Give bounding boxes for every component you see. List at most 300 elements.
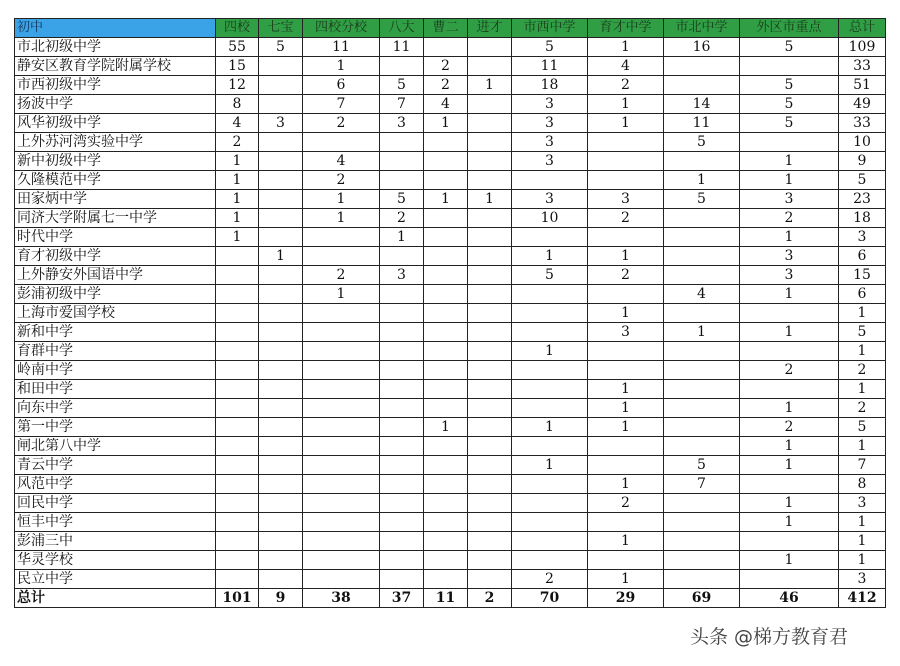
table-cell: 4 [664,285,740,304]
school-name: 彭浦三中 [15,532,216,551]
table-cell [424,152,468,171]
table-cell [664,437,740,456]
school-name: 静安区教育学院附属学校 [15,57,216,76]
table-cell: 1 [839,532,886,551]
table-cell [303,551,380,570]
table-cell: 2 [303,171,380,190]
table-cell: 2 [512,570,588,589]
table-cell [259,418,303,437]
table-cell [664,380,740,399]
table-cell: 1 [740,399,839,418]
table-cell: 5 [839,418,886,437]
table-cell [468,551,512,570]
table-cell [380,570,424,589]
column-header: 外区市重点 [740,19,839,38]
table-cell: 51 [839,76,886,95]
table-cell [216,437,259,456]
table-cell: 4 [424,95,468,114]
table-row [15,266,886,285]
table-cell: 2 [424,57,468,76]
table-cell: 11 [380,38,424,57]
table-cell: 7 [380,95,424,114]
table-cell [424,38,468,57]
table-cell: 2 [839,399,886,418]
column-header: 初中 [15,19,216,38]
header-row [15,19,886,38]
table-cell: 1 [259,247,303,266]
table-cell: 38 [303,589,380,608]
school-name: 岭南中学 [15,361,216,380]
table-cell [664,247,740,266]
table-cell: 1 [468,190,512,209]
school-name: 风范中学 [15,475,216,494]
table-cell: 3 [259,114,303,133]
table-cell: 1 [664,171,740,190]
table-cell: 2 [588,266,664,285]
table-cell: 11 [512,57,588,76]
table-cell: 37 [380,589,424,608]
table-cell: 46 [740,589,839,608]
column-header: 市北中学 [664,19,740,38]
table-row [15,437,886,456]
table-cell: 5 [380,190,424,209]
table-cell [259,190,303,209]
table-cell: 5 [380,76,424,95]
table-cell: 2 [303,266,380,285]
table-cell: 9 [839,152,886,171]
column-header: 总计 [839,19,886,38]
table-cell: 2 [740,418,839,437]
table-cell [216,304,259,323]
table-cell: 29 [588,589,664,608]
table-cell: 1 [588,418,664,437]
school-name: 恒丰中学 [15,513,216,532]
table-cell [303,399,380,418]
column-header: 曹二 [424,19,468,38]
school-name: 新中初级中学 [15,152,216,171]
table-cell: 1 [380,228,424,247]
table-row [15,209,886,228]
table-cell [468,95,512,114]
table-row [15,323,886,342]
table-cell [512,228,588,247]
table-cell: 1 [216,190,259,209]
table-cell [468,57,512,76]
table-cell [216,570,259,589]
table-cell [259,171,303,190]
table-cell [259,437,303,456]
table-cell [468,494,512,513]
table-cell [216,361,259,380]
table-cell: 3 [588,190,664,209]
table-cell [588,152,664,171]
table-cell: 7 [303,95,380,114]
table-cell [216,342,259,361]
table-cell [740,57,839,76]
table-cell [468,475,512,494]
table-cell [740,570,839,589]
table-cell [424,323,468,342]
school-name: 市西初级中学 [15,76,216,95]
table-cell [424,304,468,323]
table-cell [216,513,259,532]
table-cell: 1 [512,342,588,361]
table-cell: 1 [424,190,468,209]
table-cell: 70 [512,589,588,608]
table-cell [468,247,512,266]
table-cell [216,266,259,285]
table-cell: 4 [588,57,664,76]
table-cell: 18 [839,209,886,228]
table-cell [468,285,512,304]
table-cell: 3 [740,266,839,285]
school-name: 市北初级中学 [15,38,216,57]
table-cell [512,361,588,380]
table-cell [303,475,380,494]
table-cell [664,361,740,380]
table-cell: 1 [839,437,886,456]
total-row [15,589,886,608]
watermark: 头条 @梯方教育君 [690,626,849,648]
table-cell: 1 [740,228,839,247]
school-name: 新和中学 [15,323,216,342]
table-cell [512,513,588,532]
table-cell [216,380,259,399]
column-header: 八大 [380,19,424,38]
table-cell [259,304,303,323]
table-row [15,247,886,266]
table-cell: 11 [303,38,380,57]
table-cell: 9 [259,589,303,608]
table-cell [740,133,839,152]
table-cell: 1 [740,285,839,304]
table-cell: 5 [740,38,839,57]
table-cell: 1 [303,190,380,209]
school-name: 田家炳中学 [15,190,216,209]
table-cell [468,437,512,456]
school-name: 华灵学校 [15,551,216,570]
table-cell [303,342,380,361]
table-cell: 1 [588,399,664,418]
table-cell [424,171,468,190]
table-cell: 15 [216,57,259,76]
table-cell: 1 [740,171,839,190]
table-cell [512,494,588,513]
table-cell [512,437,588,456]
table-cell [380,437,424,456]
table-cell [664,551,740,570]
table-cell: 1 [740,494,839,513]
table-row [15,228,886,247]
table-cell: 2 [740,209,839,228]
school-name: 时代中学 [15,228,216,247]
table-cell [512,285,588,304]
table-cell [588,171,664,190]
table-cell: 3 [839,494,886,513]
table-cell: 6 [839,285,886,304]
table-cell [424,456,468,475]
table-cell [468,133,512,152]
table-row [15,285,886,304]
table-cell [380,304,424,323]
school-name: 上海市爱国学校 [15,304,216,323]
table-cell: 5 [740,114,839,133]
table-cell: 7 [839,456,886,475]
table-cell [468,304,512,323]
table-cell [588,361,664,380]
table-cell [380,456,424,475]
table-cell: 2 [424,76,468,95]
table-cell: 1 [740,152,839,171]
table-cell [664,76,740,95]
school-name: 上外静安外国语中学 [15,266,216,285]
table-cell: 23 [839,190,886,209]
table-cell [259,570,303,589]
school-name: 久隆模范中学 [15,171,216,190]
table-cell: 1 [588,304,664,323]
table-cell: 5 [512,266,588,285]
table-cell [512,399,588,418]
table-cell [424,361,468,380]
table-cell: 1 [740,456,839,475]
table-cell [468,513,512,532]
table-cell: 55 [216,38,259,57]
table-cell: 2 [380,209,424,228]
table-cell [588,133,664,152]
table-cell: 1 [740,437,839,456]
table-cell [303,323,380,342]
table-cell: 1 [588,570,664,589]
table-cell [259,380,303,399]
table-cell [216,399,259,418]
table-cell: 1 [588,247,664,266]
column-header: 进才 [468,19,512,38]
school-name: 总计 [15,589,216,608]
table-cell [424,494,468,513]
table-row [15,532,886,551]
table-cell [216,323,259,342]
table-cell: 412 [839,589,886,608]
table-cell: 15 [839,266,886,285]
table-cell [259,76,303,95]
table-cell: 1 [216,171,259,190]
table-cell: 109 [839,38,886,57]
table-cell: 6 [303,76,380,95]
table-cell: 18 [512,76,588,95]
table-cell: 1 [303,209,380,228]
table-cell [380,57,424,76]
table-cell [468,171,512,190]
table-cell [303,361,380,380]
table-cell [259,152,303,171]
column-header: 四校 [216,19,259,38]
table-cell: 1 [512,418,588,437]
table-row [15,133,886,152]
table-cell: 6 [839,247,886,266]
table-cell [303,570,380,589]
table-cell [424,570,468,589]
table-cell [303,437,380,456]
table-cell [259,456,303,475]
table-cell [664,342,740,361]
table-cell: 5 [664,190,740,209]
table-cell [512,304,588,323]
table-cell: 12 [216,76,259,95]
table-cell: 1 [740,513,839,532]
table-cell: 8 [216,95,259,114]
table-cell: 2 [740,361,839,380]
school-name: 彭浦初级中学 [15,285,216,304]
table-cell [216,418,259,437]
table-cell [303,380,380,399]
table-cell [303,247,380,266]
table-cell: 3 [740,190,839,209]
table-cell [468,114,512,133]
table-cell: 1 [740,551,839,570]
table-cell [259,532,303,551]
table-cell [380,551,424,570]
table-cell: 1 [839,304,886,323]
table-cell [216,475,259,494]
table-cell: 3 [512,152,588,171]
table-cell [259,475,303,494]
table-cell [303,304,380,323]
column-header: 市西中学 [512,19,588,38]
table-cell: 1 [839,342,886,361]
table-cell [259,513,303,532]
table-cell [259,494,303,513]
table-cell [664,494,740,513]
table-cell [424,228,468,247]
table-cell [380,494,424,513]
table-cell [380,247,424,266]
table-cell [380,342,424,361]
school-name: 风华初级中学 [15,114,216,133]
table-cell [380,399,424,418]
table-cell: 3 [512,95,588,114]
table-cell [380,513,424,532]
table-row [15,304,886,323]
table-row [15,190,886,209]
table-cell [424,380,468,399]
table-cell [512,323,588,342]
table-cell [216,456,259,475]
table-row [15,418,886,437]
table-cell: 49 [839,95,886,114]
table-cell [468,456,512,475]
table-cell [216,532,259,551]
table-cell [424,285,468,304]
school-name: 育群中学 [15,342,216,361]
table-cell [468,399,512,418]
table-cell [468,323,512,342]
table-cell: 101 [216,589,259,608]
table-cell [424,513,468,532]
enrollment-table [14,18,886,608]
table-cell [380,361,424,380]
column-header: 七宝 [259,19,303,38]
school-name: 青云中学 [15,456,216,475]
table-cell: 1 [588,380,664,399]
table-row [15,380,886,399]
table-cell [424,437,468,456]
table-cell: 2 [588,494,664,513]
table-cell [380,418,424,437]
table-row [15,152,886,171]
table-cell [664,570,740,589]
table-cell: 5 [839,171,886,190]
table-cell [468,361,512,380]
table-cell [259,361,303,380]
table-row [15,114,886,133]
table-cell: 69 [664,589,740,608]
table-cell: 2 [303,114,380,133]
table-cell: 5 [512,38,588,57]
table-cell [468,380,512,399]
table-cell [380,475,424,494]
table-cell [512,551,588,570]
table-cell: 5 [664,456,740,475]
table-cell [259,551,303,570]
table-cell: 3 [839,570,886,589]
table-cell: 4 [216,114,259,133]
table-cell: 33 [839,114,886,133]
table-cell: 1 [740,323,839,342]
table-cell [259,209,303,228]
table-cell: 1 [839,380,886,399]
table-cell: 5 [740,76,839,95]
table-cell: 3 [380,266,424,285]
table-cell: 1 [588,475,664,494]
table-cell [380,380,424,399]
school-name: 回民中学 [15,494,216,513]
table-cell: 1 [216,209,259,228]
table-cell [259,95,303,114]
table-cell: 11 [424,589,468,608]
school-name: 同济大学附属七一中学 [15,209,216,228]
table-cell [303,532,380,551]
table-cell [259,323,303,342]
table-row [15,551,886,570]
table-cell [259,399,303,418]
table-cell: 1 [512,247,588,266]
table-row [15,57,886,76]
table-cell [468,38,512,57]
table-cell [259,133,303,152]
table-cell [216,285,259,304]
school-name: 育才初级中学 [15,247,216,266]
table-cell [468,228,512,247]
table-cell [259,57,303,76]
school-name: 上外苏河湾实验中学 [15,133,216,152]
table-cell [380,171,424,190]
table-cell: 3 [380,114,424,133]
table-cell [512,475,588,494]
table-cell [664,513,740,532]
table-cell [424,266,468,285]
table-cell [424,551,468,570]
table-cell [588,228,664,247]
table-row [15,570,886,589]
table-cell: 3 [740,247,839,266]
table-cell [512,380,588,399]
table-cell: 16 [664,38,740,57]
table-cell [424,532,468,551]
table-cell [468,266,512,285]
table-cell: 1 [512,456,588,475]
table-cell: 8 [839,475,886,494]
table-cell [740,304,839,323]
